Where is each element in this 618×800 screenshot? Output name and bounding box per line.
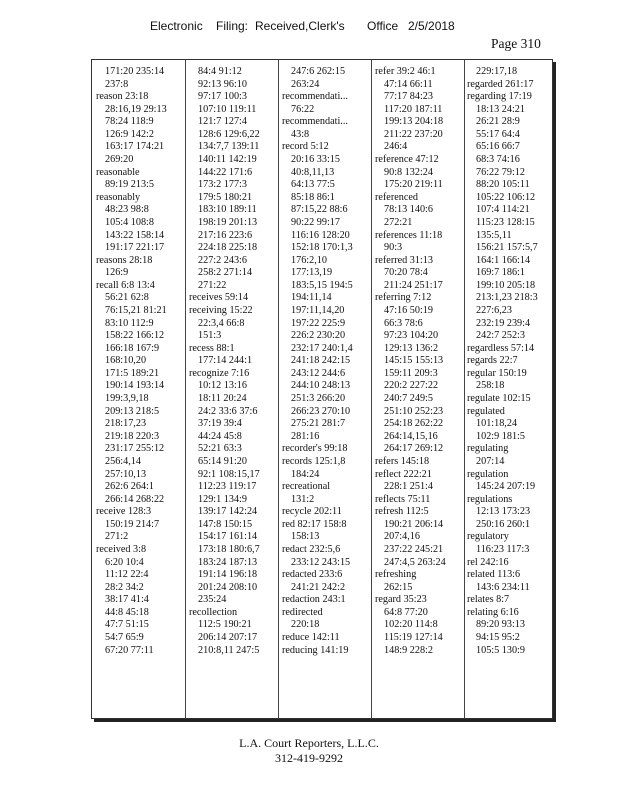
- index-line: 242:7 252:3: [476, 330, 525, 342]
- index-line: 85:18 86:1: [291, 191, 335, 203]
- index-line: 179:5 180:21: [198, 191, 253, 203]
- index-line: 228:1 251:4: [384, 481, 433, 493]
- index-line: 112:23 119:17: [198, 481, 257, 493]
- index-line: 199:13 204:18: [384, 116, 444, 128]
- index-line: referring 7:12: [375, 292, 432, 304]
- index-line: regulation: [467, 468, 509, 480]
- index-line: record 5:12: [282, 141, 329, 153]
- index-line: 266:14 268:22: [105, 493, 165, 505]
- index-line: recreational: [282, 481, 331, 493]
- index-line: 44:8 45:18: [105, 606, 149, 618]
- index-line: regarded 261:17: [467, 78, 534, 90]
- index-line: 28:16,19 29:13: [105, 103, 167, 115]
- index-column-1: [96, 66, 167, 657]
- index-line: 197:22 225:9: [291, 317, 346, 329]
- index-line: 105:4 108:8: [105, 216, 154, 228]
- index-line: 134:7,7 139:11: [198, 141, 260, 153]
- index-line: receiving 15:22: [189, 304, 253, 316]
- index-line: rel 242:16: [467, 556, 509, 568]
- index-line: 231:17 255:12: [105, 443, 165, 455]
- index-line: 190:21 206:14: [384, 518, 444, 530]
- index-line: reasons 28:18: [96, 254, 153, 266]
- index-line: 266:23 270:10: [291, 405, 351, 417]
- index-line: 89:19 213:5: [105, 179, 154, 191]
- index-line: 64:13 77:5: [291, 179, 335, 191]
- index-line: recess 88:1: [189, 342, 235, 354]
- index-line: reflect 222:21: [375, 468, 432, 480]
- index-line: 126:9 142:2: [105, 128, 154, 140]
- index-line: reducing 141:19: [282, 644, 349, 656]
- index-line: 246:4: [384, 141, 408, 153]
- index-line: 145:15 155:13: [384, 355, 444, 367]
- index-line: received 3:8: [96, 543, 147, 555]
- index-line: 92:1 108:15,17: [198, 468, 260, 480]
- index-line: refreshing: [375, 569, 417, 581]
- index-line: 116:23 117:3: [476, 543, 530, 555]
- index-line: 84:4 91:12: [198, 66, 242, 77]
- index-line: 171:20 235:14: [105, 66, 165, 77]
- index-line: regards 22:7: [467, 355, 518, 367]
- index-line: recall 6:8 13:4: [96, 279, 155, 291]
- index-line: 207:4,16: [384, 531, 420, 543]
- index-line: 264:14,15,16: [384, 430, 438, 442]
- index-line: 264:17 269:12: [384, 443, 444, 455]
- index-line: 206:14 207:17: [198, 632, 258, 644]
- index-line: 56:21 62:8: [105, 292, 149, 304]
- index-line: 55:17 64:4: [476, 128, 520, 140]
- index-line: regulate 102:15: [467, 393, 531, 405]
- index-line: 78:13 140:6: [384, 204, 433, 216]
- index-line: 112:5 190:21: [198, 619, 252, 631]
- footer-company: L.A. Court Reporters, L.L.C.: [239, 736, 379, 750]
- index-line: 105:5 130:9: [476, 644, 525, 656]
- index-line: 233:12 243:15: [291, 556, 351, 568]
- index-line: 87:15,22 88:6: [291, 204, 348, 216]
- index-line: 257:10,13: [105, 468, 147, 480]
- index-line: 258:2 271:14: [198, 267, 253, 279]
- index-line: receives 59:14: [189, 292, 249, 304]
- index-line: 262:15: [384, 581, 413, 593]
- index-line: 40:8,11,13: [291, 166, 335, 178]
- index-line: regarding 17:19: [467, 91, 532, 103]
- index-line: regulating: [467, 443, 509, 455]
- index-line: 158:22 166:12: [105, 330, 165, 342]
- index-line: 244:10 248:13: [291, 380, 351, 392]
- index-line: 237:8: [105, 78, 129, 90]
- index-line: 117:20 187:11: [384, 103, 443, 115]
- index-line: 258:18: [476, 380, 505, 392]
- index-line: related 113:6: [467, 569, 521, 581]
- index-line: regulated: [467, 405, 505, 417]
- index-line: 94:15 95:2: [476, 632, 520, 644]
- index-line: 224:18 225:18: [198, 242, 258, 254]
- index-line: 211:24 251:17: [384, 279, 443, 291]
- index-line: 101:18,24: [476, 418, 518, 430]
- index-line: refer 39:2 46:1: [375, 66, 436, 77]
- index-line: regulations: [467, 493, 513, 505]
- index-line: redaction 243:1: [282, 594, 346, 606]
- header-received: Received,Clerk's: [255, 19, 345, 33]
- header-date: 2/5/2018: [408, 19, 455, 33]
- index-line: 173:18 180:6,7: [198, 543, 260, 555]
- index-line: recommendati...: [282, 116, 348, 128]
- index-line: 121:7 127:4: [198, 116, 247, 128]
- index-line: 128:6 129:6,22: [198, 128, 260, 140]
- index-line: 232:19 239:4: [476, 317, 531, 329]
- index-line: 227:6,23: [476, 304, 512, 316]
- page-number: Page 310: [491, 36, 541, 51]
- index-line: 44:24 45:8: [198, 430, 242, 442]
- index-line: 177:13,19: [291, 267, 333, 279]
- index-line: 18:11 20:24: [198, 393, 247, 405]
- index-line: 90:8 132:24: [384, 166, 433, 178]
- index-line: 37:19 39:4: [198, 418, 242, 430]
- index-line: 147:8 150:15: [198, 518, 253, 530]
- index-line: 143:22 158:14: [105, 229, 165, 241]
- index-line: 148:9 228:2: [384, 644, 433, 656]
- index-line: 70:20 78:4: [384, 267, 428, 279]
- index-line: refresh 112:5: [375, 506, 429, 518]
- index-line: 126:9: [105, 267, 129, 279]
- index-line: 251:3 266:20: [291, 393, 346, 405]
- index-line: 229:17,18: [476, 66, 518, 77]
- index-line: 48:23 98:8: [105, 204, 149, 216]
- index-line: 11:12 22:4: [105, 569, 149, 581]
- index-line: 90:3: [384, 242, 403, 254]
- index-line: recorder's 99:18: [282, 443, 348, 455]
- column-divider: [185, 60, 186, 718]
- column-divider: [371, 60, 372, 718]
- index-line: 152:18 170:1,3: [291, 242, 353, 254]
- index-line: 241:18 242:15: [291, 355, 351, 367]
- index-line: 197:11,14,20: [291, 304, 345, 316]
- index-line: 115:19 127:14: [384, 632, 443, 644]
- index-line: 97:23 104:20: [384, 330, 439, 342]
- index-line: 158:13: [291, 531, 320, 543]
- index-line: 250:16 260:1: [476, 518, 531, 530]
- header-electronic: Electronic: [150, 19, 203, 33]
- index-line: recommendati...: [282, 91, 348, 103]
- index-line: 140:11 142:19: [198, 154, 257, 166]
- index-line: 262:6 264:1: [105, 481, 154, 493]
- index-line: 281:16: [291, 430, 320, 442]
- index-line: 218:17,23: [105, 418, 147, 430]
- index-line: 254:18 262:22: [384, 418, 444, 430]
- index-line: 90:22 99:17: [291, 216, 340, 228]
- index-line: 22:3,4 66:8: [198, 317, 245, 329]
- index-line: 173:2 177:3: [198, 179, 247, 191]
- index-line: regard 35:23: [375, 594, 427, 606]
- index-line: 183:10 189:11: [198, 204, 257, 216]
- index-line: 38:17 41:4: [105, 594, 149, 606]
- index-line: references 11:18: [375, 229, 443, 241]
- column-divider: [464, 60, 465, 718]
- index-line: redirected: [282, 606, 323, 618]
- index-line: 175:20 219:11: [384, 179, 443, 191]
- footer-phone: 312-419-9292: [275, 751, 343, 765]
- index-line: 240:7 249:5: [384, 393, 433, 405]
- index-line: 28:2 34:2: [105, 581, 144, 593]
- index-line: 251:10 252:23: [384, 405, 444, 417]
- index-line: 227:2 243:6: [198, 254, 247, 266]
- index-line: 168:10,20: [105, 355, 147, 367]
- index-line: 232:17 240:1,4: [291, 342, 353, 354]
- column-divider: [278, 60, 279, 718]
- index-line: 151:3: [198, 330, 222, 342]
- index-line: reasonably: [96, 191, 141, 203]
- index-line: 164:1 166:14: [476, 254, 531, 266]
- index-line: 156:21 157:5,7: [476, 242, 538, 254]
- index-line: relates 8:7: [467, 594, 510, 606]
- index-line: 88:20 105:11: [476, 179, 530, 191]
- index-line: 183:24 187:13: [198, 556, 258, 568]
- index-line: redact 232:5,6: [282, 543, 341, 555]
- index-line: 209:13 218:5: [105, 405, 160, 417]
- index-line: 220:18: [291, 619, 320, 631]
- index-line: 256:4,14: [105, 455, 141, 467]
- index-line: 241:21 242:2: [291, 581, 346, 593]
- index-column-5: [467, 66, 538, 657]
- index-line: 210:8,11 247:5: [198, 644, 260, 656]
- index-line: 198:19 201:13: [198, 216, 258, 228]
- index-column-3: [282, 66, 353, 657]
- index-column-2: [189, 66, 260, 657]
- index-line: red 82:17 158:8: [282, 518, 347, 530]
- index-line: 207:14: [476, 455, 505, 467]
- index-line: 24:2 33:6 37:6: [198, 405, 258, 417]
- index-line: 105:22 106:12: [476, 191, 536, 203]
- index-line: 269:20: [105, 154, 134, 166]
- index-line: 107:10 119:11: [198, 103, 257, 115]
- index-line: 107:4 114:21: [476, 204, 530, 216]
- index-line: 201:24 208:10: [198, 581, 258, 593]
- index-line: 102:9 181:5: [476, 430, 525, 442]
- index-line: reasonable: [96, 166, 140, 178]
- index-line: 43:8: [291, 128, 310, 140]
- index-table: [91, 59, 553, 719]
- index-line: relating 6:16: [467, 606, 519, 618]
- index-line: reduce 142:11: [282, 632, 340, 644]
- index-line: 20:16 33:15: [291, 154, 340, 166]
- index-line: 263:24: [291, 78, 320, 90]
- index-line: 68:3 74:16: [476, 154, 520, 166]
- index-line: 163:17 174:21: [105, 141, 165, 153]
- index-line: 247:6 262:15: [291, 66, 346, 77]
- index-line: 184:24: [291, 468, 320, 480]
- index-line: 135:5,11: [476, 229, 512, 241]
- index-line: recollection: [189, 606, 238, 618]
- index-line: 116:16 128:20: [291, 229, 350, 241]
- index-line: reason 23:18: [96, 91, 149, 103]
- index-line: 143:6 234:11: [476, 581, 530, 593]
- index-line: 235:24: [198, 594, 227, 606]
- index-line: 47:14 66:11: [384, 78, 433, 90]
- index-line: 243:12 244:6: [291, 367, 346, 379]
- index-line: 144:22 171:6: [198, 166, 253, 178]
- index-line: regular 150:19: [467, 367, 527, 379]
- index-line: 191:17 221:17: [105, 242, 165, 254]
- index-line: 237:22 245:21: [384, 543, 444, 555]
- index-line: 217:16 223:6: [198, 229, 253, 241]
- index-line: 183:5,15 194:5: [291, 279, 353, 291]
- index-line: 6:20 10:4: [105, 556, 144, 568]
- index-line: reflects 75:11: [375, 493, 431, 505]
- index-line: 226:2 230:20: [291, 330, 346, 342]
- index-line: 139:17 142:24: [198, 506, 258, 518]
- index-line: 176:2,10: [291, 254, 327, 266]
- index-line: 52:21 63:3: [198, 443, 242, 455]
- index-line: reference 47:12: [375, 154, 439, 166]
- index-line: 65:16 66:7: [476, 141, 520, 153]
- index-line: 199:3,9,18: [105, 393, 149, 405]
- index-line: 271:22: [198, 279, 227, 291]
- index-line: 145:24 207:19: [476, 481, 536, 493]
- index-line: 159:11 209:3: [384, 367, 438, 379]
- index-line: 166:18 167:9: [105, 342, 160, 354]
- index-line: regardless 57:14: [467, 342, 535, 354]
- index-line: 78:24 118:9: [105, 116, 154, 128]
- index-line: 115:23 128:15: [476, 216, 535, 228]
- index-line: 83:10 112:9: [105, 317, 154, 329]
- index-line: 171:5 189:21: [105, 367, 160, 379]
- index-line: 219:18 220:3: [105, 430, 160, 442]
- index-line: 154:17 161:14: [198, 531, 258, 543]
- index-line: 102:20 114:8: [384, 619, 438, 631]
- header-filing: Filing:: [216, 19, 249, 33]
- index-column-4: [375, 66, 446, 657]
- index-line: 191:14 196:18: [198, 569, 258, 581]
- index-line: 76:22: [291, 103, 315, 115]
- index-line: 47:16 50:19: [384, 304, 433, 316]
- index-line: recycle 202:11: [282, 506, 342, 518]
- index-line: 220:2 227:22: [384, 380, 439, 392]
- index-line: 92:13 96:10: [198, 78, 247, 90]
- index-line: 150:19 214:7: [105, 518, 160, 530]
- index-line: 10:12 13:16: [198, 380, 247, 392]
- index-line: 129:13 136:2: [384, 342, 439, 354]
- index-line: 66:3 78:6: [384, 317, 423, 329]
- index-line: 177:14 244:1: [198, 355, 253, 367]
- index-line: 271:2: [105, 531, 129, 543]
- index-line: 65:14 91:20: [198, 455, 247, 467]
- index-line: 54:7 65:9: [105, 632, 144, 644]
- index-line: 26:21 28:9: [476, 116, 520, 128]
- index-line: redacted 233:6: [282, 569, 343, 581]
- index-line: 77:17 84:23: [384, 91, 433, 103]
- index-line: 275:21 281:7: [291, 418, 346, 430]
- index-line: 76:15,21 81:21: [105, 304, 167, 316]
- index-line: referenced: [375, 191, 418, 203]
- index-line: 47:7 51:15: [105, 619, 149, 631]
- index-line: recognize 7:16: [189, 367, 250, 379]
- index-line: 129:1 134:9: [198, 493, 247, 505]
- index-line: 169:7 186:1: [476, 267, 525, 279]
- index-line: receive 128:3: [96, 506, 152, 518]
- index-line: 12:13 173:23: [476, 506, 531, 518]
- index-line: 199:10 205:18: [476, 279, 536, 291]
- index-line: 247:4,5 263:24: [384, 556, 446, 568]
- header-office: Office: [367, 19, 399, 33]
- index-line: 76:22 79:12: [476, 166, 525, 178]
- index-line: 272:21: [384, 216, 413, 228]
- index-line: 213:1,23 218:3: [476, 292, 538, 304]
- index-line: 97:17 100:3: [198, 91, 247, 103]
- index-line: records 125:1,8: [282, 455, 346, 467]
- index-line: 194:11,14: [291, 292, 332, 304]
- index-line: 64:8 77:20: [384, 606, 428, 618]
- index-line: 131:2: [291, 493, 315, 505]
- index-line: 89:20 93:13: [476, 619, 525, 631]
- index-line: 67:20 77:11: [105, 644, 154, 656]
- index-line: referred 31:13: [375, 254, 433, 266]
- index-line: 190:14 193:14: [105, 380, 165, 392]
- index-line: 211:22 237:20: [384, 128, 443, 140]
- index-line: 18:13 24:21: [476, 103, 525, 115]
- index-line: regulatory: [467, 531, 509, 543]
- index-line: refers 145:18: [375, 455, 430, 467]
